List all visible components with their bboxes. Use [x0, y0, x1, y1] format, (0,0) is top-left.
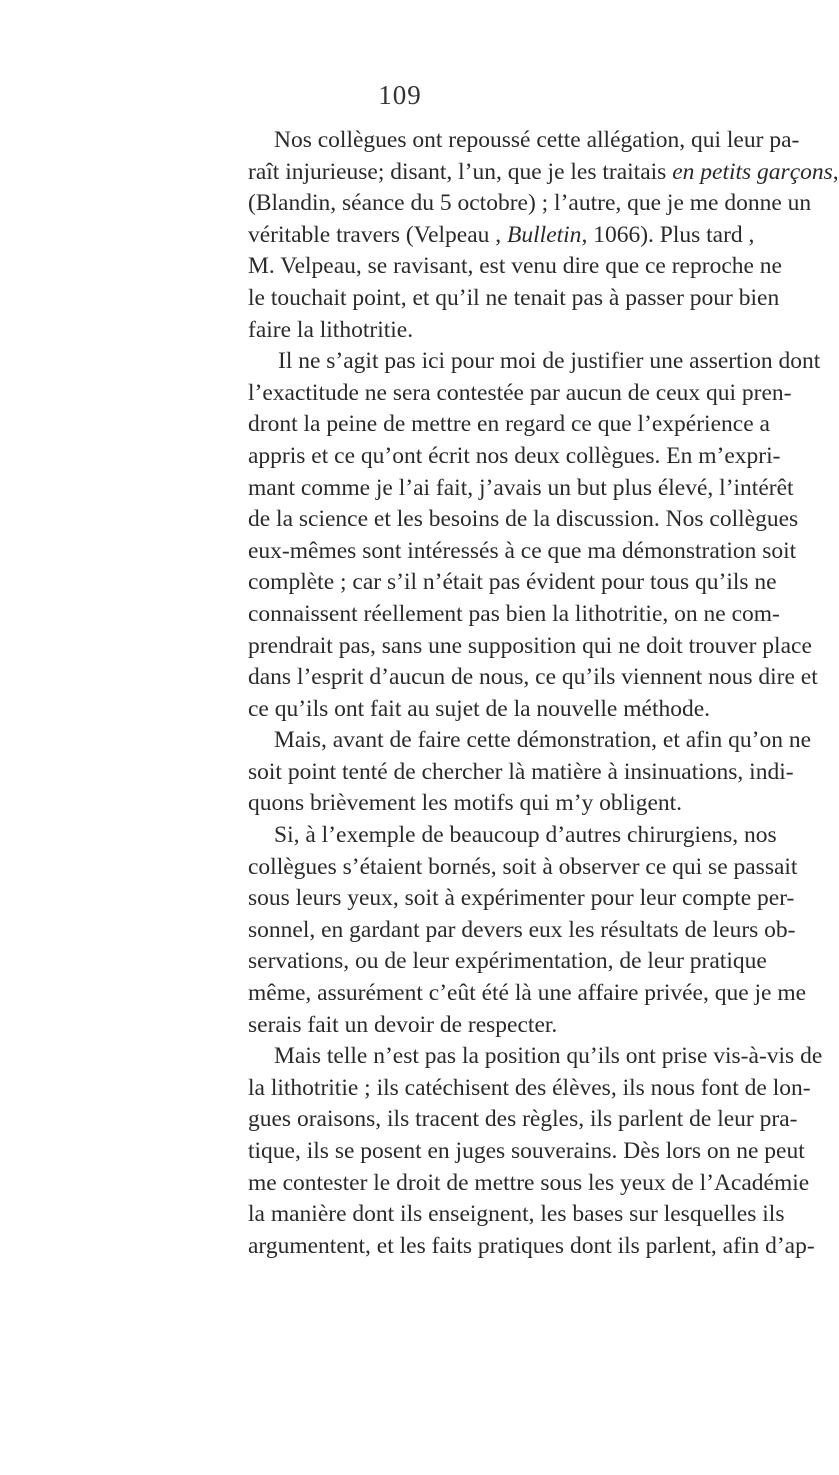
text-line: me contester le droit de mettre sous les yeux de l’Académie: [248, 1169, 810, 1196]
text-line: la manière dont ils enseignent, les bases sur lesquelles ils: [248, 1201, 785, 1228]
paragraph-2: [248, 346, 821, 725]
text-line: ce qu’ils ont fait au sujet de la nouvelle méthode.: [248, 695, 711, 722]
text-line: l’exactitude ne sera contestée par aucun de ceux qui pren-: [248, 379, 792, 406]
text-line: argumentent, et les faits pratiques dont ils parlent, afin d’ap-: [248, 1232, 815, 1259]
italic-phrase: Bulletin: [507, 221, 582, 248]
text-line: connaissent réellement pas bien la lithotritie, on ne com-: [248, 600, 780, 627]
text-line: collègues s’étaient bornés, soit à observer ce qui se passait: [248, 853, 798, 880]
page-number: 109: [378, 80, 422, 110]
text-line: serais fait un devoir de respecter.: [248, 1011, 558, 1038]
text-line: le touchait point, et qu’il ne tenait pas à passer pour bien: [248, 284, 780, 311]
italic-phrase: en petits garçons: [672, 158, 833, 185]
text-line: M. Velpeau, se ravisant, est venu dire que ce reproche ne: [248, 253, 782, 280]
text-line: raît injurieuse; disant, l’un, que je les traitais en petits garçons,: [248, 158, 839, 185]
text-line: Mais, avant de faire cette démonstration, et afin qu’on ne: [274, 727, 812, 754]
text-line: tique, ils se posent en juges souverains. Dès lors on ne peut: [248, 1138, 805, 1164]
text-line: servations, ou de leur expérimentation, de leur pratique: [248, 948, 767, 975]
text-line: faire la lithotritie.: [248, 316, 414, 343]
text-line: quons brièvement les motifs qui m’y obligent.: [248, 790, 683, 817]
text-line: Si, à l’exemple de beaucoup d’autres chirurgiens, nos: [274, 822, 777, 849]
paragraph-3: [248, 725, 812, 820]
text-line: dront la peine de mettre en regard ce que l’expérience a: [248, 411, 770, 438]
text-line: soit point tenté de chercher là matière à insinuations, indi-: [248, 758, 794, 785]
text-line: eux-mêmes sont intéressés à ce que ma démonstration soit: [248, 537, 797, 564]
text-line: sous leurs yeux, soit à expérimenter pour leur compte per-: [248, 885, 795, 912]
text-line: sonnel, en gardant par devers eux les résultats de leurs ob-: [248, 916, 796, 943]
text-line: gues oraisons, ils tracent des règles, ils parlent de leur pra-: [248, 1106, 798, 1133]
text-line: dans l’esprit d’aucun de nous, ce qu’ils viennent nous dire et: [248, 664, 818, 691]
text-line: Mais telle n’est pas la position qu’ils ont prise vis-à-vis de: [274, 1043, 823, 1070]
text-line: la lithotritie ; ils catéchisent des élèves, ils nous font de lon-: [248, 1074, 811, 1101]
body-text: [248, 125, 839, 1262]
text-line: véritable travers (Velpeau , Bulletin, 1066). Plus tard ,: [248, 221, 755, 248]
paragraph-1: [248, 125, 839, 346]
text-line: Il ne s’agit pas ici pour moi de justifier une assertion dont: [278, 348, 821, 375]
text-line: mant comme je l’ai fait, j’avais un but plus élevé, l’intérêt: [248, 474, 794, 501]
paragraph-5: [248, 1041, 823, 1262]
paragraph-4: [248, 820, 807, 1041]
text-line: Nos collègues ont repoussé cette allégation, qui leur pa-: [274, 127, 800, 153]
text-line: même, assurément c’eût été là une affaire privée, que je me: [248, 980, 807, 1007]
text-line: de la science et les besoins de la discussion. Nos collègues: [248, 506, 799, 533]
text-line: (Blandin, séance du 5 octobre) ; l’autre, que je me donne un: [248, 190, 812, 217]
text-line: appris et ce qu’ont écrit nos deux collègues. En m’expri-: [248, 442, 781, 469]
text-line: prendrait pas, sans une supposition qui ne doit trouver place: [248, 632, 812, 659]
text-line: complète ; car s’il n’était pas évident pour tous qu’ils ne: [248, 569, 777, 596]
